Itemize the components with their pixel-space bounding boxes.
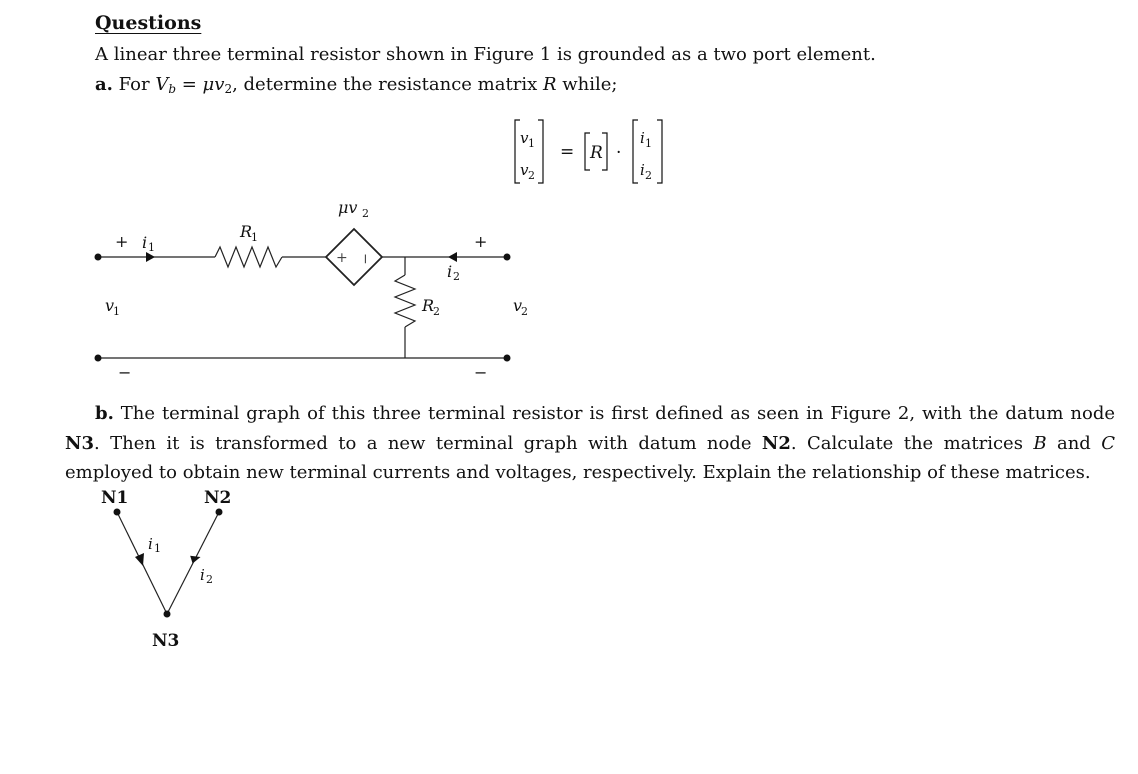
part-a-text-after: while; (556, 74, 618, 95)
part-b-text-3: . Calculate the matrices (790, 432, 1034, 454)
terminal-dot (504, 355, 511, 362)
minus-sign: − (118, 363, 132, 382)
label-sub-2: 2 (521, 305, 528, 318)
node-n3-label: N3 (152, 631, 180, 651)
eq-mu-v: = μv (176, 74, 225, 95)
terminal-dot (95, 254, 102, 261)
matrix-equation (500, 115, 680, 190)
part-b-text-5: employed to obtain new terminal currents and voltages, respectively. Explain the relationship of these matrices. (65, 462, 1091, 483)
label-R: R (240, 222, 253, 241)
source-plus: + (336, 250, 348, 266)
terminal-dot (504, 254, 511, 261)
label-sub-2: 2 (206, 573, 213, 586)
node-dot (114, 509, 121, 516)
label-sub-2: 2 (362, 207, 369, 220)
matrix-equals: = (560, 142, 575, 162)
sub-2: 2 (224, 82, 233, 96)
var-B: B (1033, 432, 1047, 454)
node-n3-ref: N3 (65, 432, 94, 454)
part-b-text-4: and (1046, 432, 1102, 454)
label-sub-1: 1 (113, 305, 120, 318)
matrix-dot: · (616, 143, 622, 163)
matrix-i-label: i (640, 129, 645, 147)
minus-sign: − (474, 363, 488, 382)
part-a-text-mid: , determine the resistance matrix (232, 74, 543, 95)
sub-b: b (168, 82, 177, 96)
label-sub-2: 2 (453, 270, 460, 283)
part-b-question (65, 399, 1115, 488)
resistor-r2 (395, 275, 415, 327)
label-i: i (447, 262, 453, 281)
label-i: i (200, 566, 205, 584)
node-n2-label: N2 (204, 488, 232, 508)
label-v: v (105, 296, 115, 315)
part-b-label: b. (95, 403, 114, 424)
matrix-sub-1: 1 (528, 137, 535, 150)
matrix-v-label: v (520, 129, 529, 147)
label-sub-1: 1 (154, 542, 161, 555)
label-sub-1: 1 (148, 241, 155, 254)
var-R: R (542, 74, 557, 95)
node-dot (164, 611, 171, 618)
part-a-text-before: For (118, 74, 156, 95)
matrix-v-label: v (520, 161, 529, 179)
node-dot (216, 509, 223, 516)
intro-text: A linear three terminal resistor shown in Figure 1 is grounded as a two port element. (95, 44, 876, 65)
node-n1-label: N1 (101, 488, 129, 508)
matrix-R: R (590, 143, 603, 163)
label-R: R (422, 296, 435, 315)
label-i: i (148, 535, 153, 553)
var-V: V (155, 74, 169, 95)
part-b-text-1: The terminal graph of this three terminal resistor is first defined as seen in Figure 2, with the datum node (113, 403, 1115, 424)
source-minus: − (357, 253, 373, 265)
plus-sign: + (474, 232, 488, 251)
arrow-i2-icon (190, 554, 201, 564)
matrix-sub-2: 2 (645, 169, 652, 182)
label-i: i (142, 233, 148, 252)
label-sub-1: 1 (251, 231, 258, 244)
part-a-label: a. (95, 74, 113, 95)
label-v: v (513, 296, 523, 315)
part-b-text-2: . Then it is transformed to a new terminal graph with datum node (93, 432, 762, 454)
label-mu-v: μv (338, 198, 358, 217)
label-sub-2: 2 (433, 305, 440, 318)
resistor-r1 (215, 247, 282, 267)
plus-sign: + (115, 232, 129, 251)
part-a-question (95, 74, 617, 96)
arrow-i2-icon (448, 252, 457, 262)
circuit-figure (80, 195, 540, 385)
page-title: Questions (95, 12, 202, 34)
matrix-sub-2: 2 (528, 169, 535, 182)
matrix-i-label: i (640, 161, 645, 179)
matrix-sub-1: 1 (645, 137, 652, 150)
var-C: C (1101, 432, 1115, 454)
terminal-graph (90, 485, 260, 655)
terminal-dot (95, 355, 102, 362)
arrow-i1-icon (135, 553, 144, 566)
node-n2-ref: N2 (761, 432, 791, 454)
